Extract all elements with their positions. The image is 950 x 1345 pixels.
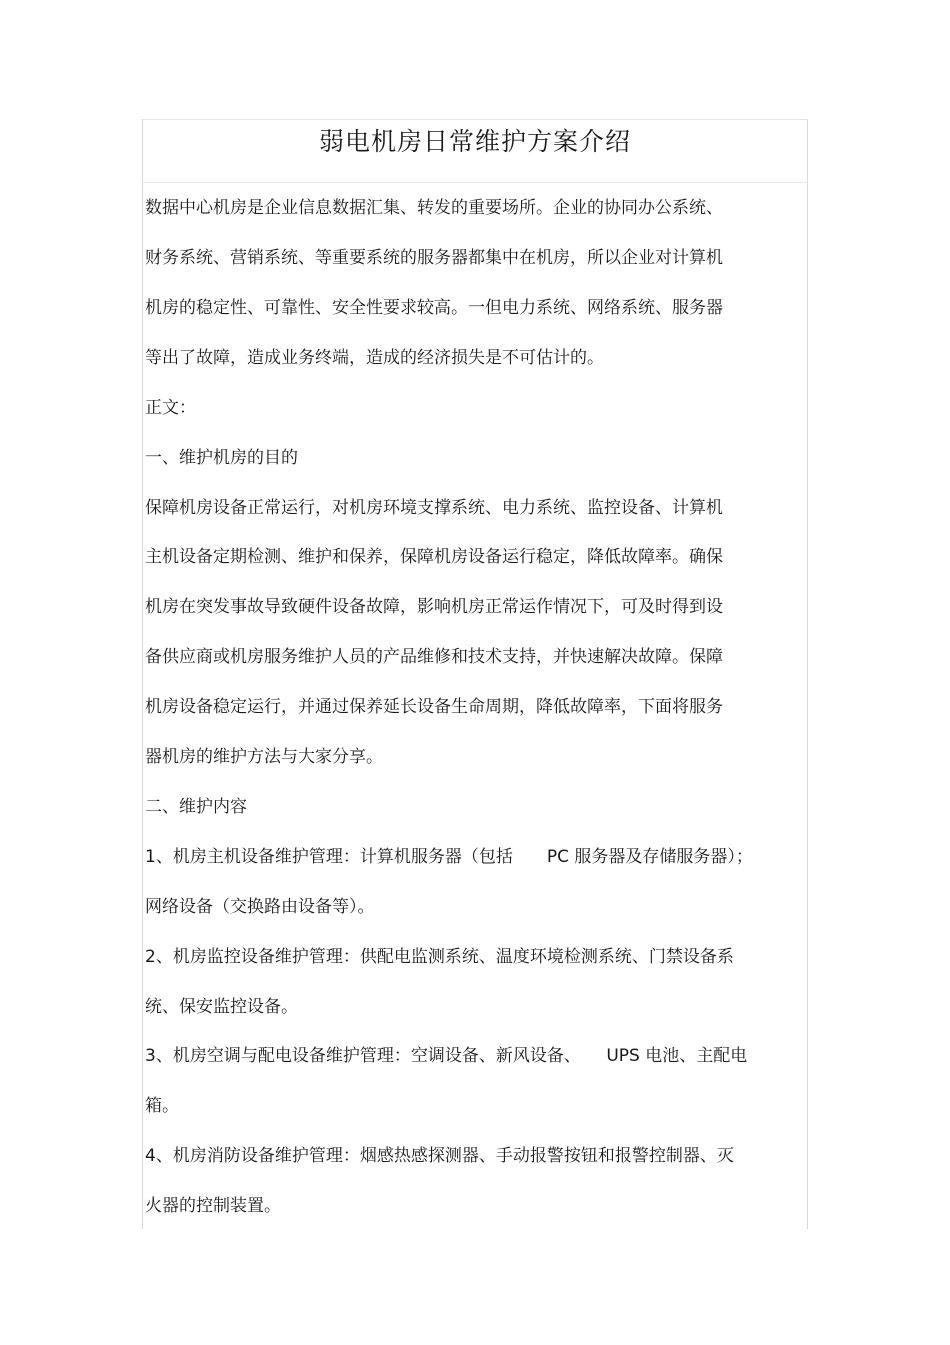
paragraph-line: 财务系统、营销系统、等重要系统的服务器都集中在机房，所以企业对计算机 — [145, 248, 723, 268]
paragraph-line: 备供应商或机房服务维护人员的产品维修和技术支持，并快速解决故障。保障 — [145, 647, 723, 667]
list-item-line: 网络设备（交换路由设备等）。 — [145, 897, 375, 917]
paragraph-line: 机房设备稳定运行，并通过保养延长设备生命周期，降低故障率，下面将服务 — [145, 697, 723, 717]
list-item-line: 1、机房主机设备维护管理：计算机服务器（包括 PC 服务器及存储服务器）； — [145, 847, 753, 867]
list-item-line: 箱。 — [145, 1096, 179, 1116]
paragraph-line: 等出了故障，造成业务终端，造成的经济损失是不可估计的。 — [145, 348, 604, 368]
list-item-line: 2、机房监控设备维护管理：供配电监测系统、温度环境检测系统、门禁设备系 — [145, 947, 734, 967]
section-label: 正文： — [145, 398, 196, 418]
section-heading: 二、维护内容 — [145, 797, 247, 817]
list-item-line: 4、机房消防设备维护管理：烟感热感探测器、手动报警按钮和报警控制器、灭 — [145, 1146, 734, 1166]
list-item-line: 火器的控制装置。 — [145, 1196, 281, 1216]
list-item-line: 3、机房空调与配电设备维护管理：空调设备、新风设备、 UPS 电池、主配电 — [145, 1046, 748, 1066]
section-heading: 一、维护机房的目的 — [145, 448, 298, 468]
paragraph-line: 主机设备定期检测、维护和保养，保障机房设备运行稳定，降低故障率。确保 — [145, 547, 723, 567]
paragraph-line: 数据中心机房是企业信息数据汇集、转发的重要场所。企业的协同办公系统、 — [145, 198, 723, 218]
paragraph-line: 保障机房设备正常运行，对机房环境支撑系统、电力系统、监控设备、计算机 — [145, 498, 723, 518]
paragraph-line: 机房在突发事故导致硬件设备故障，影响机房正常运作情况下，可及时得到设 — [145, 597, 723, 617]
document-title: 弱电机房日常维护方案介绍 — [318, 127, 631, 156]
paragraph-line: 机房的稳定性、可靠性、安全性要求较高。一但电力系统、网络系统、服务器 — [145, 298, 723, 318]
list-item-line: 统、保安监控设备。 — [145, 997, 298, 1017]
paragraph-line: 器机房的维护方法与大家分享。 — [145, 747, 383, 767]
